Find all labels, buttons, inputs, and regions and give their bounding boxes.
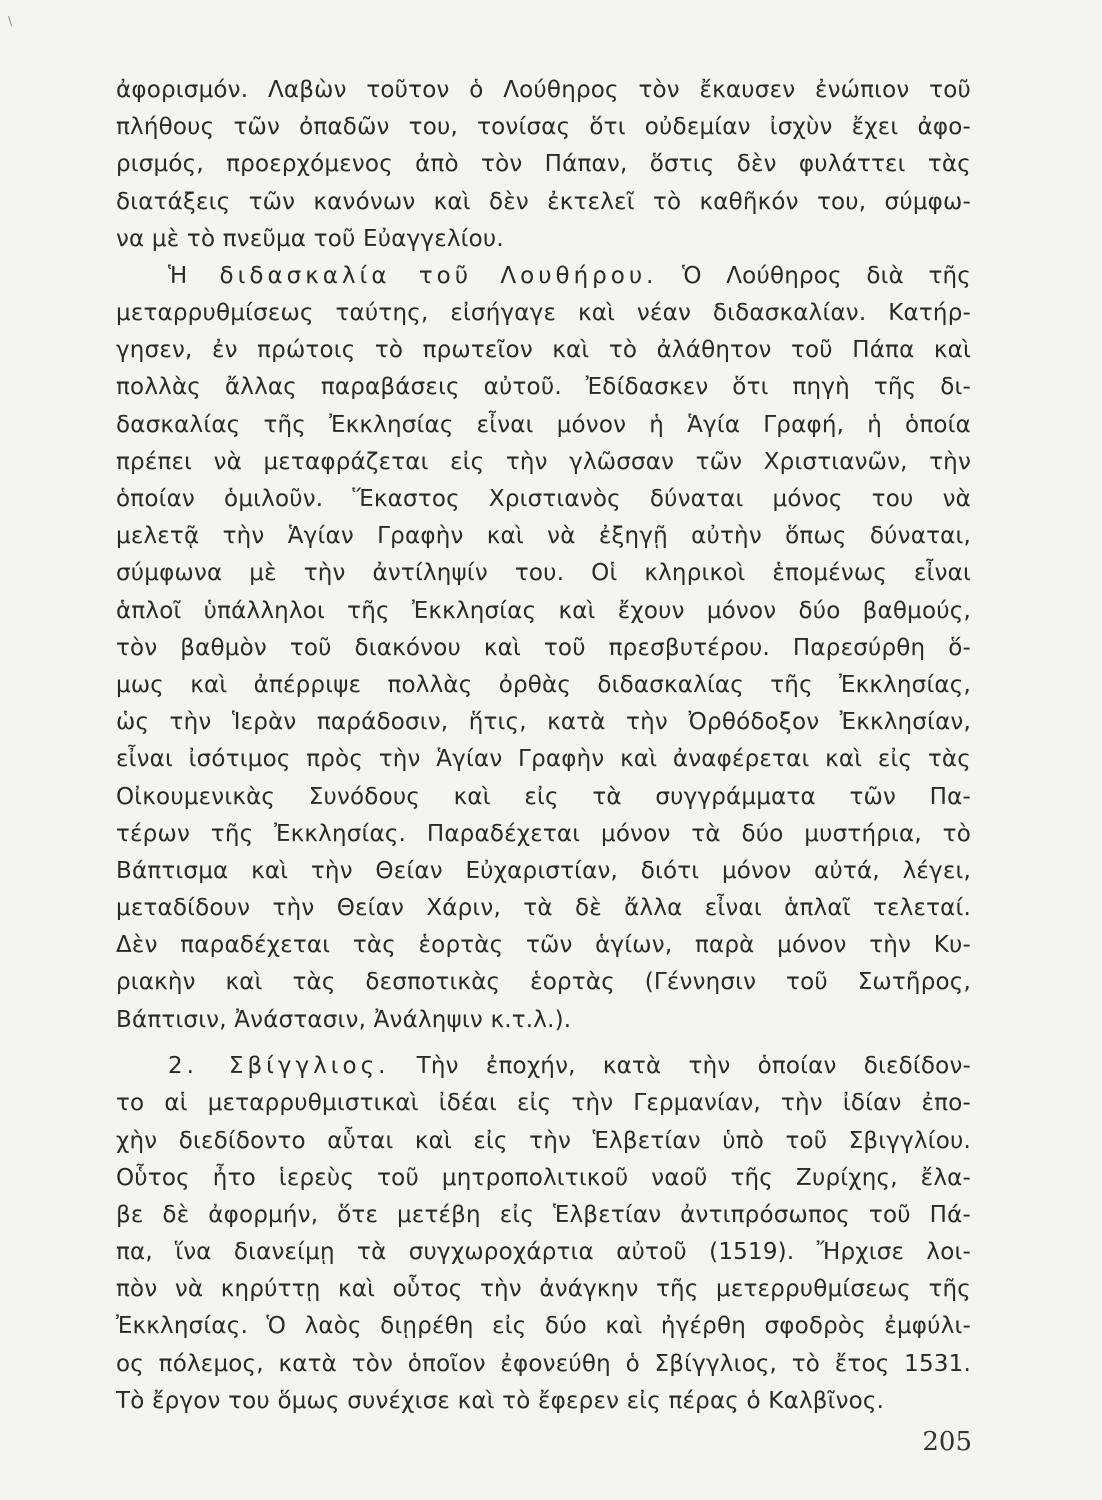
text-line: μεταρρυθμίσεως ταύτης, εἰσήγαγε καὶ νέαν διδασκαλίαν. Κατήρ- (116, 300, 971, 326)
text-line: ἁπλοῖ ὑπάλληλοι τῆς Ἐκκλησίας καὶ ἔχουν μόνον δύο βαθμούς, (116, 598, 971, 624)
text-line: διατάξεις τῶν κανόνων καὶ δὲν ἐκτελεῖ τὸ καθῆκόν του, σύμφω- (116, 189, 971, 215)
text-line: ὁποίαν ὁμιλοῦν. Ἕκαστος Χριστιανὸς δύναται μόνος του νὰ (116, 486, 971, 512)
text-line: Βάπτισιν, Ἀνάστασιν, Ἀνάληψιν κ.τ.λ.). (116, 1007, 572, 1033)
text-line: να μὲ τὸ πνεῦμα τοῦ Εὐαγγελίου. (116, 226, 504, 252)
text-line: ος πόλεμος, κατὰ τὸν ὁποῖον ἐφονεύθη ὁ Σβίγγλιος, τὸ ἔτος 1531. (116, 1351, 971, 1377)
text-fragment: Ὁ Λούθηρος διὰ τῆς (682, 263, 971, 289)
text-line: βε δὲ ἀφορμήν, ὅτε μετέβη εἰς Ἑλβετίαν ἀντιπρόσωπος τοῦ Πά- (116, 1202, 971, 1228)
text-line: Οὗτος ἦτο ἱερεὺς τοῦ μητροπολιτικοῦ ναοῦ τῆς Ζυρίχης, ἔλα- (116, 1165, 971, 1191)
text-line: ἀφορισμόν. Λαβὼν τοῦτον ὁ Λούθηρος τὸν ἔκαυσεν ἐνώπιον τοῦ (116, 77, 971, 103)
text-line: τέρων τῆς Ἐκκλησίας. Παραδέχεται μόνον τὰ δύο μυστήρια, τὸ (116, 821, 971, 847)
text-line: ρισμός, προερχόμενος ἀπὸ τὸν Πάπαν, ὅστις δὲν φυλάττει τὰς (116, 151, 971, 177)
text-line: τὸν βαθμὸν τοῦ διακόνου καὶ τοῦ πρεσβυτέρου. Παρεσύρθη ὅ- (116, 635, 971, 661)
text-line: Ἐκκλησίας. Ὁ λαὸς διῃρέθη εἰς δύο καὶ ἠγέρθη σφοδρὸς ἐμφύλι- (116, 1313, 971, 1339)
text-line: Τὸ ἔργον του ὅμως συνέχισε καὶ τὸ ἔφερεν εἰς πέρας ὁ Καλβῖνος. (116, 1388, 885, 1414)
section-heading: Ἡ διδασκαλία τοῦ Λουθήρου. (168, 263, 658, 289)
section-heading: 2. Σβίγγλιος. (168, 1053, 390, 1079)
text-line: ὡς τὴν Ἱερὰν παράδοσιν, ἥτις, κατὰ τὴν Ὀρθόδοξον Ἐκκλησίαν, (116, 709, 971, 735)
text-line: πὸν νὰ κηρύττῃ καὶ οὗτος τὴν ἀνάγκην τῆς μετερρυθμίσεως τῆς (116, 1276, 971, 1302)
text-line: μελετᾷ τὴν Ἁγίαν Γραφὴν καὶ νὰ ἐξηγῇ αὐτὴν ὅπως δύναται, (116, 523, 971, 549)
paragraph-heading-line (168, 258, 971, 295)
text-line: γησεν, ἐν πρώτοις τὸ πρωτεῖον καὶ τὸ ἀλάθητον τοῦ Πάπα καὶ (116, 337, 971, 363)
text-line: πρέπει νὰ μεταφράζεται εἰς τὴν γλῶσσαν τῶν Χριστιανῶν, τὴν (116, 449, 971, 475)
text-line: Οἰκουμενικὰς Συνόδους καὶ εἰς τὰ συγγράμματα τῶν Πα- (116, 784, 971, 810)
page-number: 205 (922, 1427, 972, 1457)
text-fragment: Τὴν ἐποχήν, κατὰ τὴν ὁποίαν διεδίδον- (416, 1053, 971, 1079)
text-line: μεταδίδουν τὴν Θείαν Χάριν, τὰ δὲ ἄλλα εἶναι ἁπλαῖ τελεταί. (116, 895, 971, 921)
text-line: πολλὰς ἄλλας παραβάσεις αὐτοῦ. Ἐδίδασκεν ὅτι πηγὴ τῆς δι- (116, 374, 971, 400)
text-line: πα, ἵνα διανείμῃ τὰ συγχωροχάρτια αὐτοῦ (1519). Ἤρχισε λοι- (116, 1239, 971, 1265)
text-line: Δὲν παραδέχεται τὰς ἑορτὰς τῶν ἁγίων, παρὰ μόνον τὴν Κυ- (116, 932, 971, 958)
text-line: σύμφωνα μὲ τὴν ἀντίληψίν του. Οἱ κληρικοὶ ἑπομένως εἶναι (116, 560, 971, 586)
text-line: το αἱ μεταρρυθμιστικαὶ ἰδέαι εἰς τὴν Γερμανίαν, τὴν ἰδίαν ἐπο- (116, 1090, 971, 1116)
text-line: μως καὶ ἀπέρριψε πολλὰς ὀρθὰς διδασκαλίας τῆς Ἐκκλησίας, (116, 672, 971, 698)
paragraph-heading-line (168, 1048, 971, 1085)
text-line: ριακὴν καὶ τὰς δεσποτικὰς ἑορτὰς (Γέννησιν τοῦ Σωτῆρος, (116, 969, 971, 995)
text-line: χὴν διεδίδοντο αὗται καὶ εἰς τὴν Ἑλβετίαν ὑπὸ τοῦ Σβιγγλίου. (116, 1128, 971, 1154)
text-line: Βάπτισμα καὶ τὴν Θείαν Εὐχαριστίαν, διότι μόνον αὐτά, λέγει, (116, 858, 971, 884)
margin-mark: \ (8, 14, 13, 28)
text-line: εἶναι ἰσότιμος πρὸς τὴν Ἁγίαν Γραφὴν καὶ ἀναφέρεται καὶ εἰς τὰς (116, 746, 971, 772)
text-line: πλήθους τῶν ὀπαδῶν του, τονίσας ὅτι οὐδεμίαν ἰσχὺν ἔχει ἀφο- (116, 114, 971, 140)
text-line: δασκαλίας τῆς Ἐκκλησίας εἶναι μόνον ἡ Ἁγία Γραφή, ἡ ὁποία (116, 412, 971, 438)
